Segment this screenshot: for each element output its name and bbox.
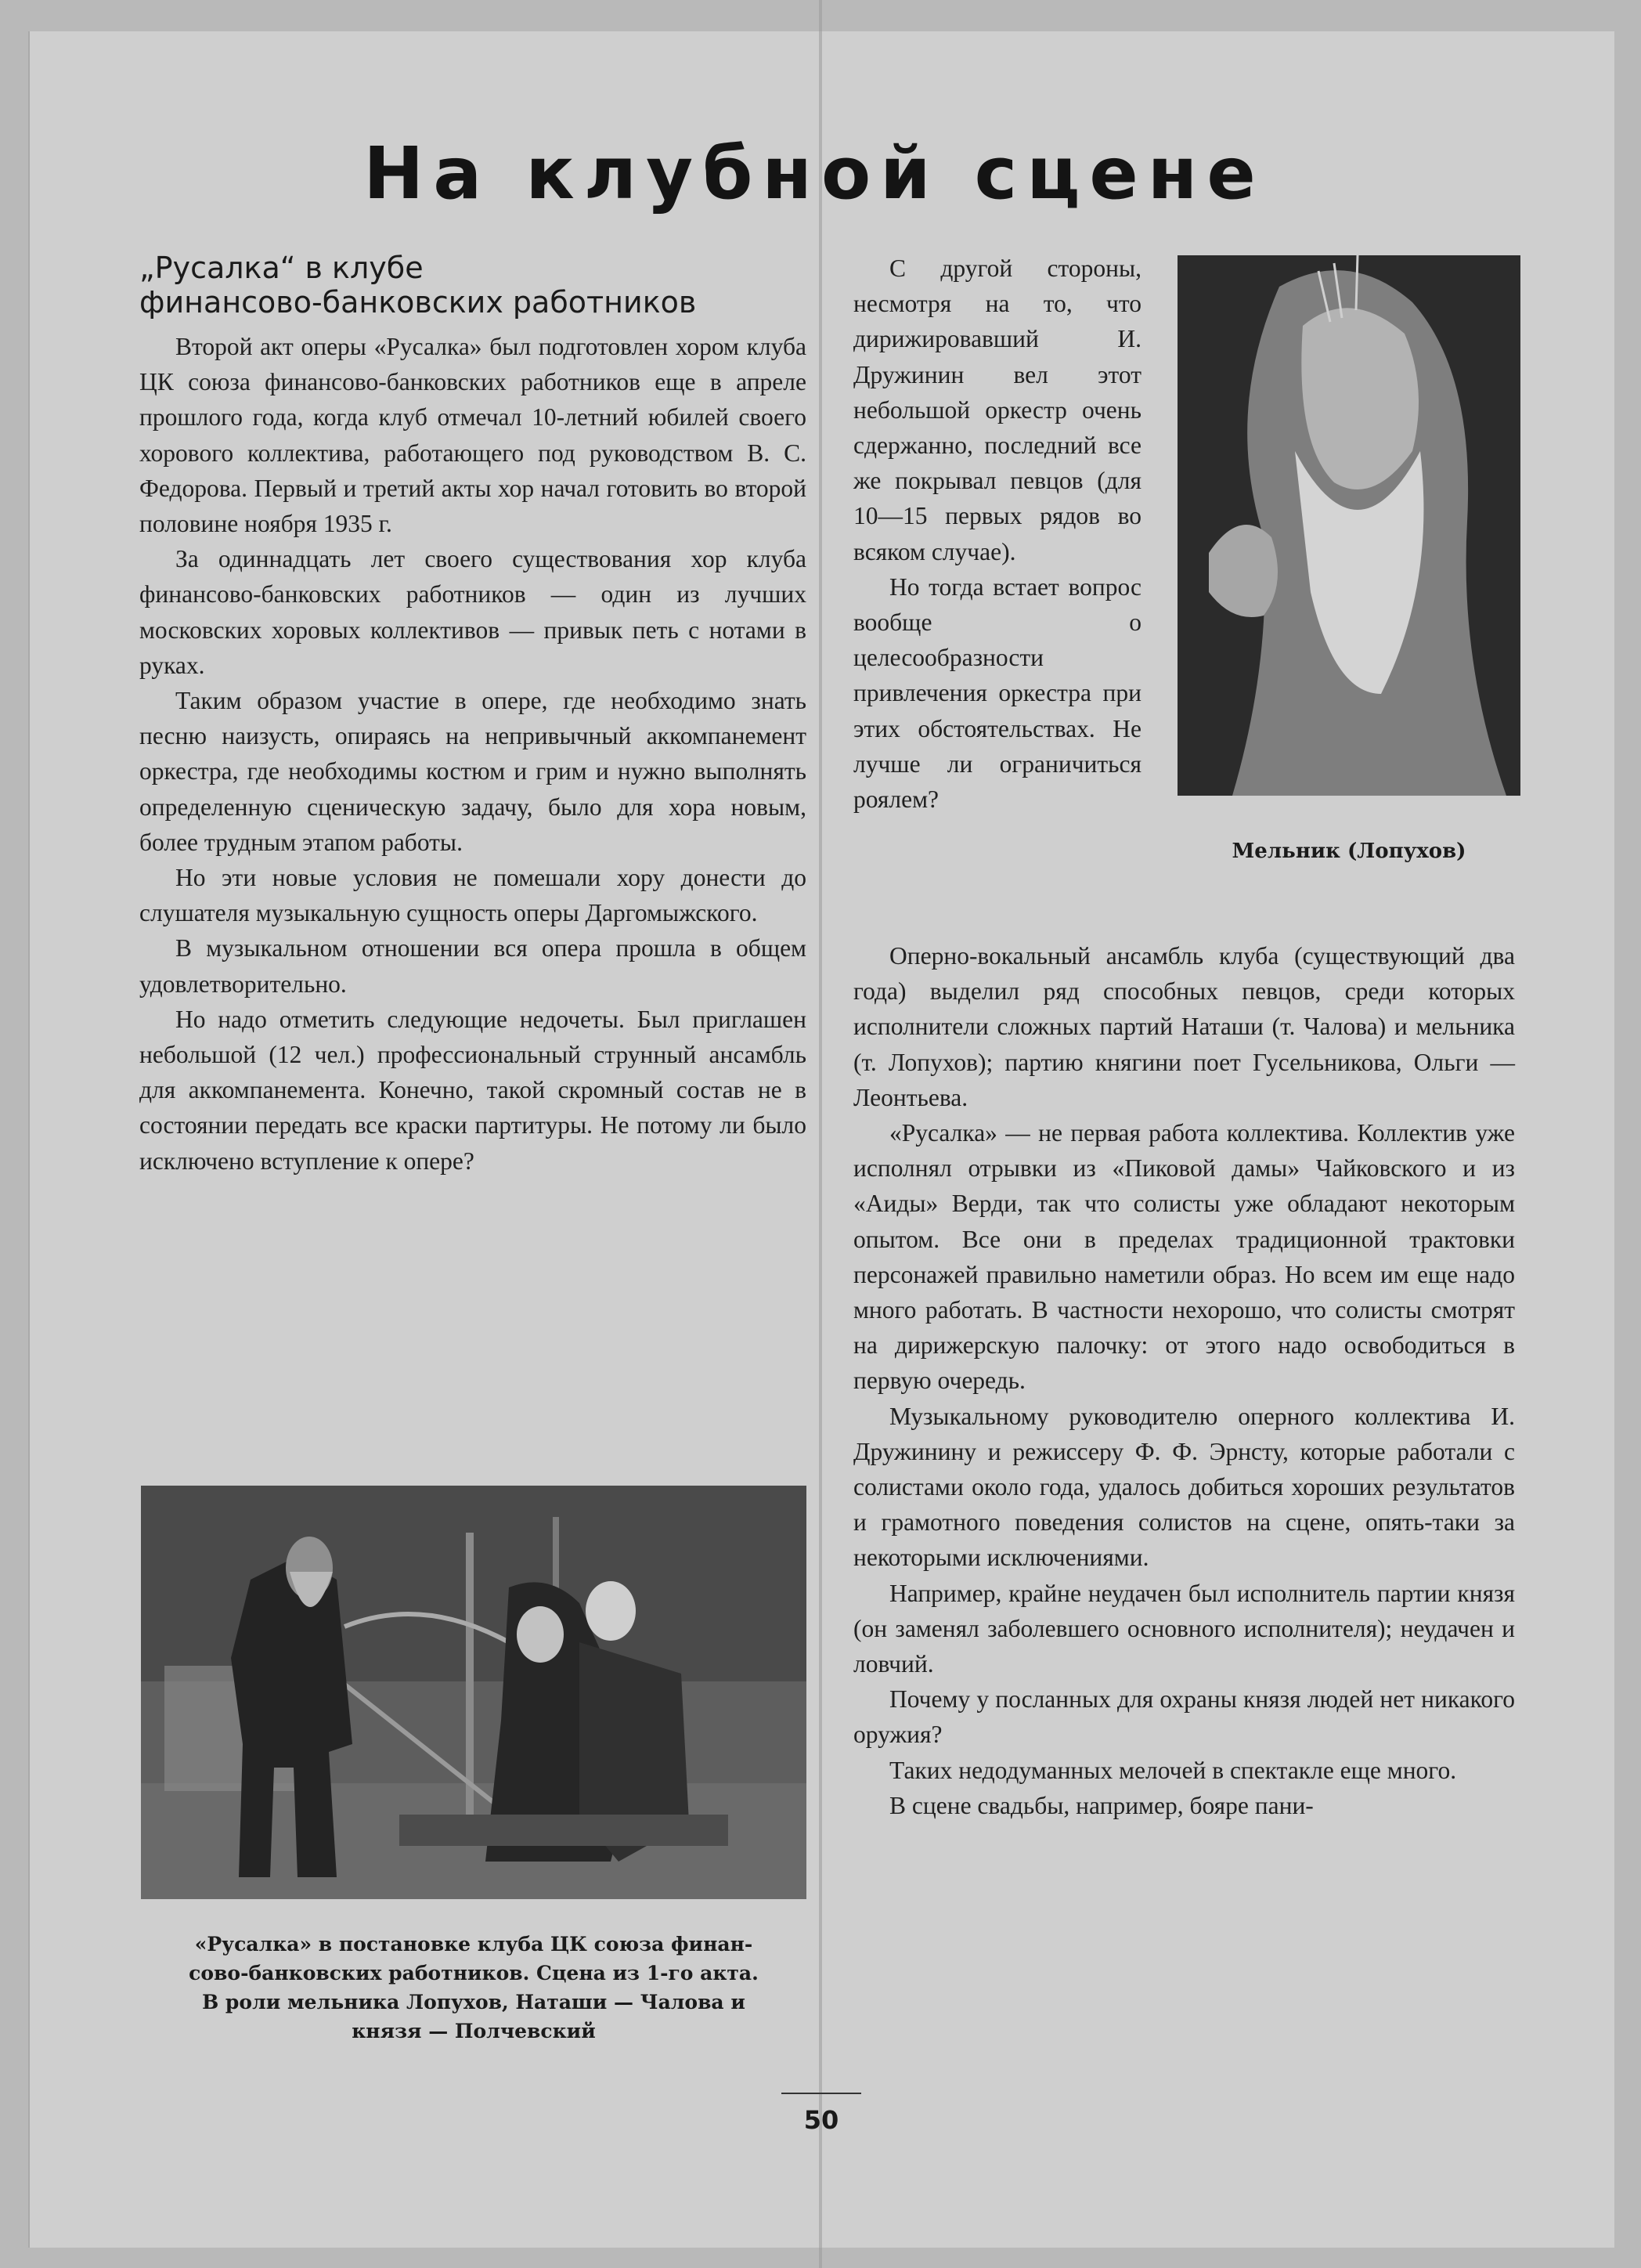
- caption-line: «Русалка» в постановке клуба ЦК союза финан-: [194, 1933, 753, 1956]
- paragraph: За одиннадцать лет своего существования хор клуба финансово-банковских работников — один из лучших московских хоровых коллективов — привык петь с нотами в руках.: [139, 545, 806, 679]
- paragraph: Но надо отметить следующие недочеты. Был приглашен небольшой (12 чел.) профессиональный струнный ансамбль для аккомпанемента. Конечно, такой скромный состав не в состоянии передать все краски партитуры. Не потому ли было исключено вступление к опере?: [139, 1005, 806, 1175]
- stage-photo-caption: [133, 1930, 814, 2046]
- paragraph: Второй акт оперы «Русалка» был подготовлен хором клуба ЦК союза финансово-банковских работников еще в апреле прошлого года, когда клуб отмечал 10-летний юбилей своего хорового коллектива, работающего под руководством В. С. Федорова. Первый и третий акты хор начал готовить во второй половине ноября 1935 г.: [139, 333, 806, 538]
- page-number-rule: [781, 2093, 861, 2094]
- page-number: 50: [803, 2105, 839, 2135]
- article-subtitle: [139, 251, 813, 320]
- portrait-caption: Мельник (Лопухов): [1232, 840, 1466, 863]
- stage-scene-illustration: [141, 1486, 806, 1899]
- paragraph: Музыкальному руководителю оперного коллектива И. Дружинину и режиссеру Ф. Ф. Эрнсту, которые работали с солистами около года, удалось добиться хороших результатов и грамотного поведения солистов на сцене, опять-таки за некоторыми исключениями.: [853, 1402, 1515, 1572]
- paragraph: Например, крайне неудачен был исполнитель партии князя (он заменял заболевшего основного исполнителя); неудачен и ловчий.: [853, 1579, 1515, 1678]
- paragraph: В сцене свадьбы, например, бояре пани-: [889, 1791, 1314, 1819]
- paragraph: Оперно-вокальный ансамбль клуба (существующий два года) выделил ряд способных певцов, среди которых исполнители сложных партий Наташи (т. Чалова) и мельника (т. Лопухов); партию княгини поет Гусельникова, Ольги — Леонтьева.: [853, 942, 1515, 1111]
- paragraph: Почему у посланных для охраны князя людей нет никакого оружия?: [853, 1685, 1515, 1749]
- miller-portrait-illustration: [1178, 255, 1520, 796]
- article-column-right-narrow: [853, 251, 1141, 817]
- paragraph: «Русалка» — не первая работа коллектива. Коллектив уже исполнял отрывки из «Пиковой дамы» Чайковского и из «Аиды» Верди, так что солисты уже обладают некоторым опытом. Все они в пределах традиционной трактовки персонажей правильно наметили образ. Но всем им еще надо много работать. В частности нехорошо, что солисты смотрят на дирижерскую палочку: от этого надо освободиться в первую очередь.: [853, 1119, 1515, 1395]
- stage-scene-photo: [141, 1486, 806, 1899]
- paragraph: Таким образом участие в опере, где необходимо знать песню наизусть, опираясь на непривычный аккомпанемент оркестра, где необходимы костюм и грим и нужно выполнять определенную сценическую задачу, было для хора новым, более трудным этапом работы.: [139, 687, 806, 856]
- article-column-left: [139, 329, 806, 1179]
- article-subtitle-line1: „Русалка“ в клубе: [139, 251, 424, 285]
- paragraph: Но эти новые условия не помешали хору донести до слушателя музыкальную сущность оперы Даргомыжского.: [139, 864, 806, 927]
- article-column-right-wide: [853, 938, 1515, 1823]
- miller-portrait-photo: [1178, 255, 1520, 796]
- caption-line: князя — Полчевский: [352, 2020, 596, 2042]
- paragraph: В музыкальном отношении вся опера прошла в общем удовлетворительно.: [139, 934, 806, 998]
- article-subtitle-line2: финансово-банковских работников: [139, 285, 697, 320]
- paragraph: Но тогда встает вопрос вообще о целесообразности привлечения оркестра при этих обстоятельствах. Не лучше ли ограничиться роялем?: [853, 572, 1141, 814]
- paragraph: С другой стороны, несмотря на то, что дирижировавший И. Дружинин вел этот небольшой оркестр очень сдержанно, последний все же покрывал певцов (для 10—15 первых рядов во всяком случае).: [853, 255, 1141, 565]
- paragraph: Таких недодуманных мелочей в спектакле еще много.: [889, 1756, 1457, 1784]
- page-headline: На клубной сцене: [363, 132, 1265, 215]
- page-fold-line: [819, 0, 822, 2268]
- caption-line: В роли мельника Лопухов, Наташи — Чалова и: [202, 1991, 745, 2013]
- caption-line: сово-банковских работников. Сцена из 1-го акта.: [189, 1962, 759, 1984]
